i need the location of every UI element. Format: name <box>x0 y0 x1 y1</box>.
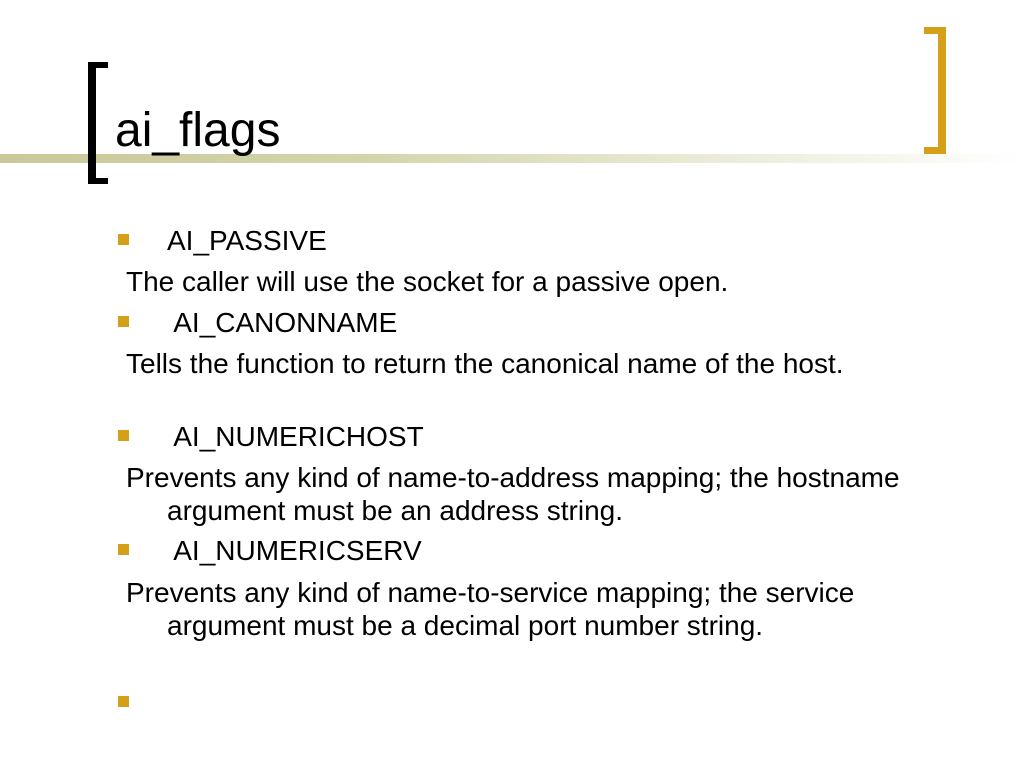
square-bullet-icon <box>118 696 129 707</box>
slide-title: ai_flags <box>115 104 281 157</box>
square-bullet-icon <box>118 430 129 441</box>
flag-description: Prevents any kind of name-to-address mapping; the hostname argument must be an address string. <box>126 462 900 526</box>
square-bullet-icon <box>118 234 129 245</box>
flag-description: Prevents any kind of name-to-service mapping; the service argument must be a decimal port number string. <box>126 577 855 641</box>
flag-name: AI_CANONNAME <box>167 307 398 338</box>
bullet-item-empty <box>118 686 167 720</box>
bullet-item-ai-passive <box>118 224 327 258</box>
flag-description: Tells the function to return the canonical name of the host. <box>126 348 844 379</box>
square-bullet-icon <box>118 316 129 327</box>
flag-name: AI_NUMERICSERV <box>167 535 422 566</box>
bullet-item-ai-canonname <box>118 306 397 340</box>
flag-name: AI_PASSIVE <box>167 225 327 256</box>
flag-name: AI_NUMERICHOST <box>167 421 424 452</box>
square-bullet-icon <box>118 544 129 555</box>
bullet-item-ai-numerichost <box>118 420 424 454</box>
bullet-item-ai-numericserv <box>118 534 422 568</box>
flag-description: The caller will use the socket for a passive open. <box>126 266 729 297</box>
